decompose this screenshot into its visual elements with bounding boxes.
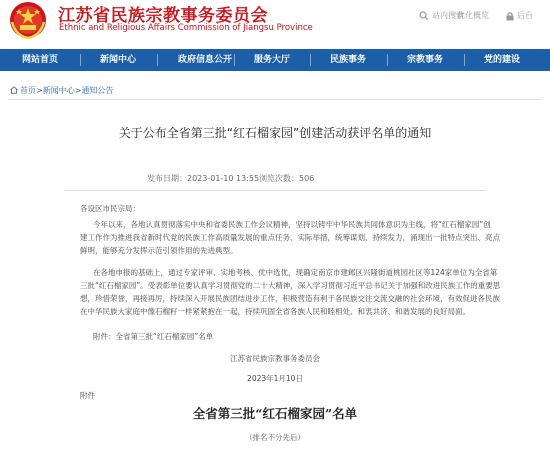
nav-news[interactable]: 新闻中心	[99, 55, 136, 65]
nav-divider	[80, 54, 81, 66]
site-header	[0, 0, 550, 46]
paragraph-line: 在各地申报的基础上，通过专家评审、实地考核、优中选优，现确定南京市建邺区兴隆街道桃园社区等124家单位为全省第	[93, 268, 498, 277]
paragraph-line: 三批“红石榴家园”。受表彰单位要认真学习贯彻党的二十大精神，深入学习贯彻习近平总书记关于加强和改进民族工作的重要思	[80, 281, 501, 290]
breadcrumb-divider	[8, 99, 542, 100]
main-nav	[0, 49, 550, 71]
nav-divider	[234, 54, 235, 66]
article-title: 关于公布全省第三批“红石榴家园”创建活动获评名单的通知	[118, 126, 432, 140]
home-icon	[10, 86, 18, 94]
attachment-label: 附件	[80, 391, 95, 400]
meta-divider	[64, 190, 486, 191]
admin-link[interactable]: 后台	[517, 11, 533, 20]
breadcrumb-notices[interactable]: 通知公告	[81, 86, 114, 95]
signature-org: 江苏省民族宗教事务委员会	[230, 354, 320, 363]
site-search-link[interactable]: 站内搜索	[432, 11, 464, 20]
lock-icon[interactable]	[505, 11, 515, 21]
list-title: 全省第三批“红石榴家园”名单	[192, 406, 358, 421]
nav-divider	[387, 54, 388, 66]
paragraph-line: 鲜明，能够充分发挥示范引领作用的先进典型。	[80, 246, 238, 255]
publish-date: 发布日期：2023-01-10 13:55	[147, 174, 260, 183]
optimize-overview-link[interactable]: 优化概览	[457, 11, 489, 20]
paragraph-line: 在中华民族大家庭中像石榴籽一样紧紧抱在一起，持续巩固全省各族人民和睦相处、和衷共济、和谐发展的良好局面。	[80, 307, 470, 316]
site-title-en: Ethnic and Religious Affairs Commission of Jiangsu Province	[59, 23, 313, 33]
salutation: 各设区市民宗局：	[80, 204, 140, 213]
nav-home[interactable]: 网站首页	[21, 55, 58, 65]
breadcrumb-home[interactable]: 首页	[20, 86, 36, 95]
paragraph-line: 建工作作为推进我省新时代党的民族工作高质量发展的重点任务、实际举措，统筹谋划、持续发力，涌现出一批特点突出、亮点	[80, 233, 500, 242]
nav-gov-info[interactable]: 政府信息公开	[177, 55, 232, 65]
site-title[interactable]: 江苏省民族宗教事务委员会	[58, 6, 268, 26]
nav-ethnic-affairs[interactable]: 民族事务	[329, 55, 366, 65]
national-emblem-icon[interactable]	[8, 0, 48, 40]
breadcrumb	[10, 85, 113, 96]
nav-party-building[interactable]: 党的建设	[483, 55, 520, 65]
nav-religious-affairs[interactable]: 宗教事务	[406, 55, 443, 65]
nav-service-hall[interactable]: 服务大厅	[253, 55, 290, 65]
nav-divider	[157, 54, 158, 66]
signature-date: 2023年1月10日	[247, 374, 303, 383]
search-icon[interactable]	[419, 11, 429, 21]
nav-divider	[310, 54, 311, 66]
paragraph-line: 今年以来，各地认真贯彻落实中央和省委民族工作会议精神，坚持以铸牢中华民族共同体意识为主线，将“红石榴家园”创	[93, 220, 491, 229]
attachment-link[interactable]: 附件：全省第三批“红石榴家园”名单	[93, 332, 214, 341]
nav-divider	[464, 54, 465, 66]
view-count: 浏览次数：506	[259, 174, 315, 183]
breadcrumb-news[interactable]: 新闻中心	[42, 86, 75, 95]
breadcrumb-separator: >	[36, 86, 43, 95]
breadcrumb-separator: >	[74, 86, 82, 95]
list-note: （排名不分先后）	[245, 433, 305, 442]
paragraph-line: 想，珍惜荣誉，再接再厉，持续深入开展民族团结进步工作，积极营造有利于各民族交往交流交融的社会环境，有效促进各民族	[80, 294, 500, 303]
